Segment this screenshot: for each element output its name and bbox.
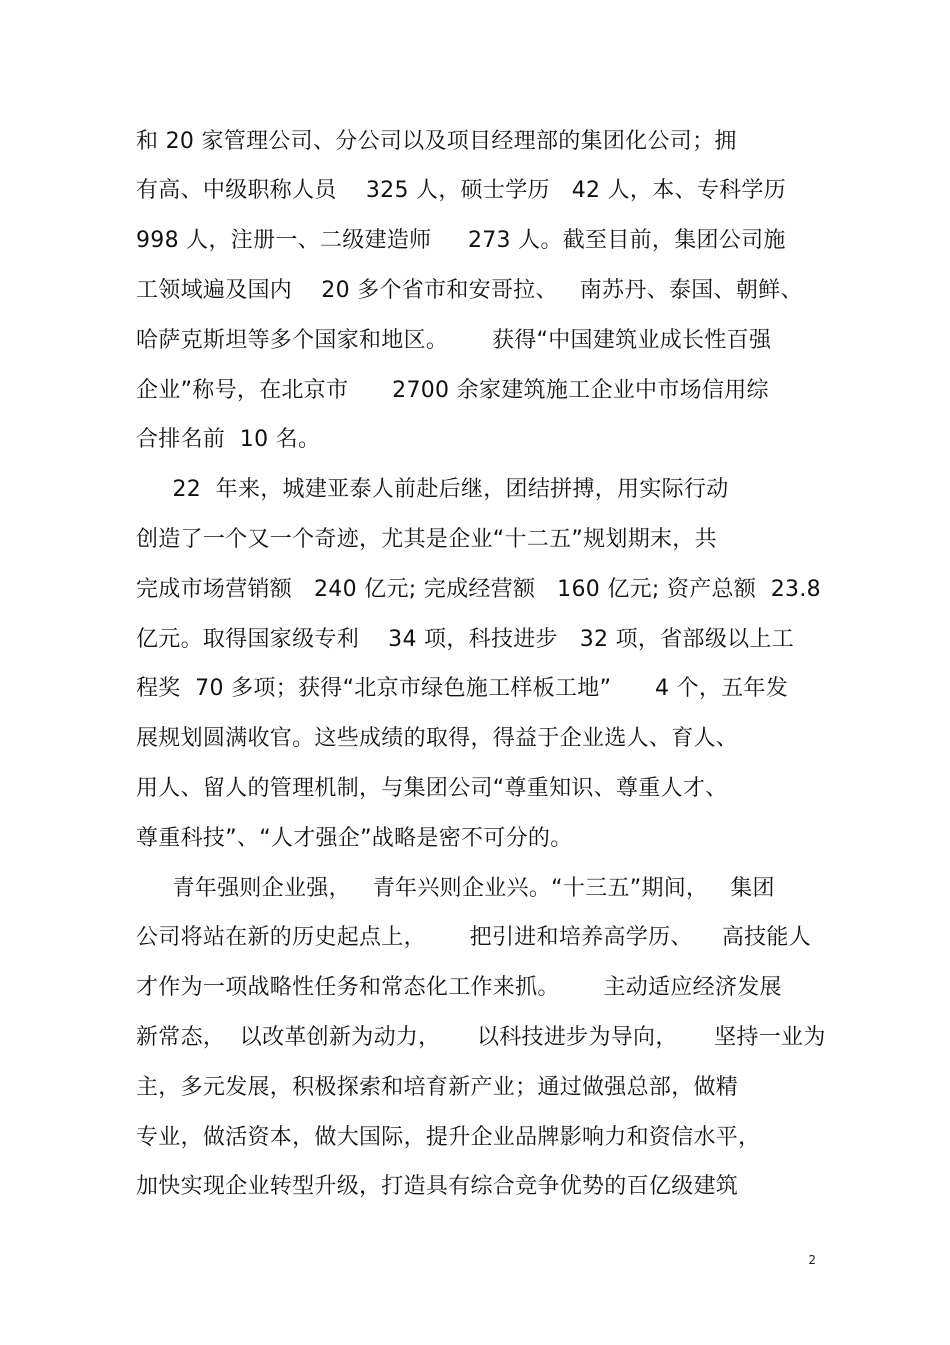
text-line: 青年强则企业强， 青年兴则企业兴。“十三五”期间， 集团 [136,876,775,901]
text-line: 工领域遍及国内 20 多个省市和安哥拉、 南苏丹、泰国、朝鲜、 [136,278,803,303]
text-line: 22 年来，城建亚泰人前赴后继，团结拼搏，用实际行动 [136,477,729,502]
text-line: 有高、中级职称人员 325 人，硕士学历 42 人，本、专科学历 [136,178,787,203]
text-line: 998 人，注册一、二级建造师 273 人。截至目前，集团公司施 [136,228,786,253]
text-line: 公司将站在新的历史起点上， 把引进和培养高学历、 高技能人 [136,925,812,950]
text-line: 新常态， 以改革创新为动力， 以科技进步为导向， 坚持一业为 [136,1025,826,1050]
text-line: 哈萨克斯坦等多个国家和地区。 获得“中国建筑业成长性百强 [136,328,772,353]
text-line: 和 20 家管理公司、分公司以及项目经理部的集团化公司；拥 [136,129,737,154]
text-line: 尊重科技”、“人才强企”战略是密不可分的。 [136,826,573,851]
text-line: 合排名前 10 名。 [136,427,321,452]
text-line: 完成市场营销额 240 亿元; 完成经营额 160 亿元; 资产总额 23.8 [136,577,821,602]
text-line: 主，多元发展，积极探索和培育新产业；通过做强总部，做精 [136,1075,739,1100]
page-number: 2 [808,1253,816,1267]
text-line: 展规划圆满收官。这些成绩的取得，得益于企业选人、育人、 [136,726,739,751]
text-line: 才作为一项战略性任务和常态化工作来抓。 主动适应经济发展 [136,975,782,1000]
text-line: 加快实现企业转型升级，打造具有综合竞争优势的百亿级建筑 [136,1174,739,1199]
text-line: 专业，做活资本，做大国际，提升企业品牌影响力和资信水平， [136,1125,761,1150]
text-line: 企业”称号，在北京市 2700 余家建筑施工企业中市场信用综 [136,378,769,403]
text-line: 创造了一个又一个奇迹，尤其是企业“十二五”规划期末，共 [136,527,717,552]
text-line: 用人、留人的管理机制，与集团公司“尊重知识、尊重人才、 [136,776,728,801]
text-line: 亿元。取得国家级专利 34 项，科技进步 32 项，省部级以上工 [136,627,795,652]
text-line: 程奖 70 多项；获得“北京市绿色施工样板工地” 4 个，五年发 [136,676,789,701]
